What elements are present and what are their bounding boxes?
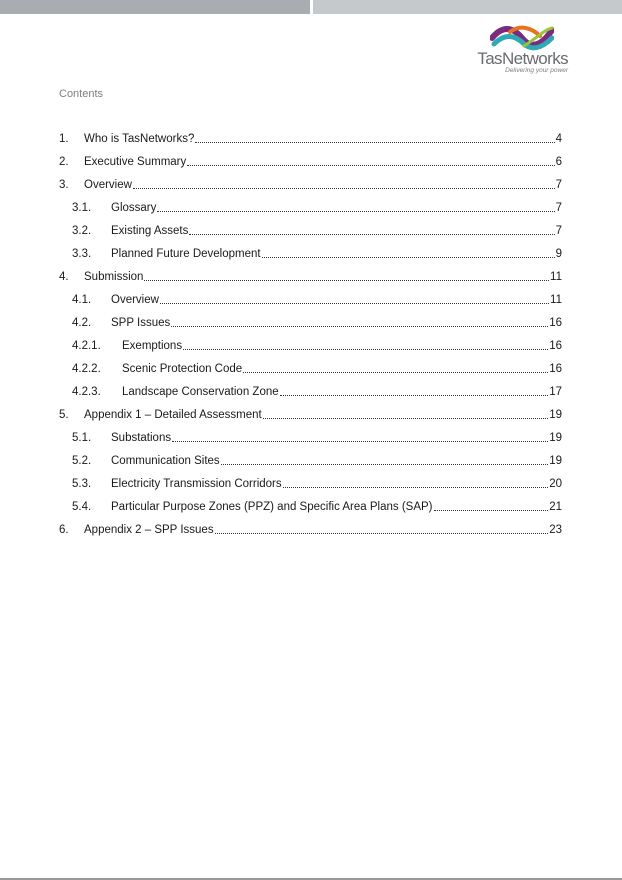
header-bar [0, 0, 622, 14]
toc-entry-page: 9 [555, 248, 562, 260]
toc-entry-page: 4 [555, 133, 562, 145]
toc-entry-number: 4.2.2. [72, 363, 101, 375]
toc-entry-page: 20 [549, 478, 562, 490]
toc-entry-number: 3.2. [72, 225, 92, 237]
header-bar-left [0, 0, 310, 14]
toc-entry-page: 16 [549, 317, 562, 329]
toc-entry-page: 7 [555, 202, 562, 214]
toc-leader-dots [171, 316, 548, 327]
toc-entry[interactable] [59, 132, 562, 146]
toc-entry[interactable] [72, 385, 562, 399]
toc-entry-number: 3.1. [72, 202, 92, 214]
toc-entry-title: Landscape Conservation Zone [122, 386, 279, 398]
toc-entry-number: 4.1. [72, 294, 92, 306]
toc-entry-title: Existing Assets [111, 225, 189, 237]
toc-entry-title: Substations [111, 432, 172, 444]
toc-leader-dots [434, 500, 549, 511]
toc-entry[interactable] [72, 454, 562, 468]
toc-entry-page: 19 [549, 432, 562, 444]
toc-entry-page: 16 [549, 363, 562, 375]
toc-entry-title: SPP Issues [111, 317, 171, 329]
toc-leader-dots [262, 247, 555, 258]
toc-entry-title: Glossary [111, 202, 157, 214]
toc-entry[interactable] [72, 247, 562, 261]
toc-entry-number: 2. [59, 156, 69, 168]
toc-entry-number: 3. [59, 179, 69, 191]
toc-entry-page: 23 [549, 524, 562, 536]
toc-entry-page: 19 [549, 455, 562, 467]
toc-entry-page: 7 [555, 225, 562, 237]
toc-entry-title: Communication Sites [111, 455, 220, 467]
logo-wave-icon [490, 24, 554, 52]
toc-entry[interactable] [72, 224, 562, 238]
toc-entry-title: Exemptions [122, 340, 183, 352]
toc-entry-title: Appendix 1 – Detailed Assessment [84, 409, 262, 421]
toc-entry[interactable] [72, 293, 562, 307]
toc-entry-page: 6 [555, 156, 562, 168]
toc-entry-number: 1. [59, 133, 69, 145]
logo-tagline: Delivering your power [505, 67, 568, 74]
toc-entry-title: Electricity Transmission Corridors [111, 478, 282, 490]
tasnetworks-logo [474, 24, 568, 76]
toc-entry-number: 3.3. [72, 248, 92, 260]
toc-leader-dots [183, 339, 548, 350]
toc-entry-number: 5. [59, 409, 69, 421]
toc-entry-title: Appendix 2 – SPP Issues [84, 524, 214, 536]
toc-leader-dots [157, 201, 554, 212]
toc-entry-title: Overview [84, 179, 132, 191]
toc-entry-title: Planned Future Development [111, 248, 261, 260]
toc-entry-number: 5.3. [72, 478, 92, 490]
toc-entry-title: Submission [84, 271, 144, 283]
toc-entry[interactable] [72, 339, 562, 353]
toc-entry[interactable] [72, 500, 562, 514]
toc-entry[interactable] [72, 477, 562, 491]
toc-leader-dots [280, 385, 549, 396]
header-bar-right [313, 0, 622, 14]
toc-entry-number: 6. [59, 524, 69, 536]
toc-leader-dots [263, 408, 548, 419]
toc-entry[interactable] [59, 270, 562, 284]
toc-entry-title: Overview [111, 294, 159, 306]
contents-heading: Contents [59, 88, 104, 100]
toc-leader-dots [133, 178, 555, 189]
logo-name: TasNetworks [477, 49, 568, 68]
toc-entry-page: 11 [550, 294, 562, 306]
toc-leader-dots [243, 362, 548, 373]
toc-entry[interactable] [72, 431, 562, 445]
toc-entry[interactable] [59, 523, 562, 537]
toc-entry[interactable] [59, 408, 562, 422]
toc-entry-page: 19 [549, 409, 562, 421]
toc-entry-number: 4.2.3. [72, 386, 101, 398]
toc-entry-title: Who is TasNetworks? [84, 133, 195, 145]
toc-entry[interactable] [59, 178, 562, 192]
toc-entry-number: 4.2. [72, 317, 92, 329]
toc-leader-dots [144, 270, 549, 281]
toc-leader-dots [189, 224, 554, 235]
toc-entry-title: Executive Summary [84, 156, 187, 168]
toc-entry-title: Scenic Protection Code [122, 363, 243, 375]
toc-entry[interactable] [59, 155, 562, 169]
toc-leader-dots [187, 155, 554, 166]
toc-entry-title: Particular Purpose Zones (PPZ) and Specific Area Plans (SAP) [111, 501, 433, 513]
toc-leader-dots [160, 293, 549, 304]
toc-entry-page: 7 [555, 179, 562, 191]
toc-leader-dots [195, 132, 554, 143]
toc-entry-page: 11 [550, 271, 562, 283]
toc-entry-page: 17 [549, 386, 562, 398]
toc-leader-dots [172, 431, 548, 442]
toc-leader-dots [221, 454, 549, 465]
toc-leader-dots [283, 477, 549, 488]
toc-leader-dots [215, 523, 549, 534]
toc-entry[interactable] [72, 201, 562, 215]
toc-entry-page: 21 [549, 501, 562, 513]
toc-entry-number: 5.4. [72, 501, 92, 513]
toc-entry-number: 4. [59, 271, 69, 283]
toc-entry-number: 5.2. [72, 455, 92, 467]
toc-entry-number: 5.1. [72, 432, 92, 444]
toc-entry-page: 16 [549, 340, 562, 352]
toc-entry[interactable] [72, 362, 562, 376]
toc-entry-number: 4.2.1. [72, 340, 101, 352]
toc-entry[interactable] [72, 316, 562, 330]
